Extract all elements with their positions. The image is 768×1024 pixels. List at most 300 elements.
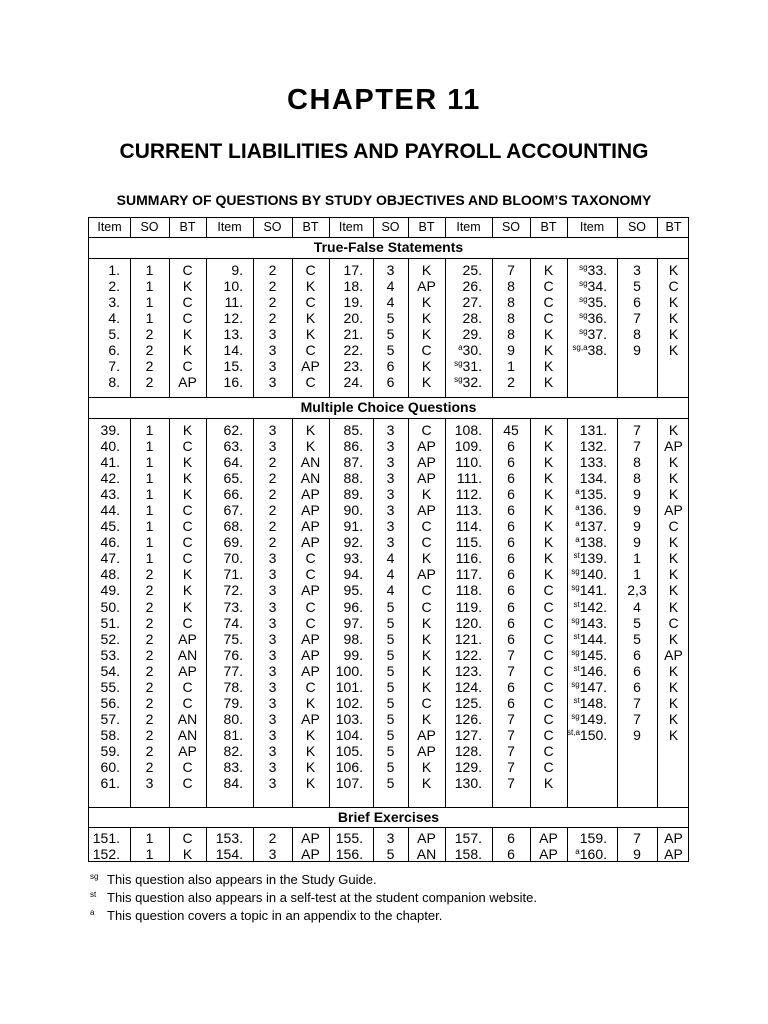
- footnote-marker: a: [575, 519, 580, 529]
- table-cell: 5: [386, 758, 395, 775]
- table-cell: 3: [268, 326, 277, 343]
- table-cell: K: [421, 710, 432, 727]
- table-cell: AP: [417, 470, 436, 487]
- item-column: [206, 830, 243, 862]
- table-cell: 68.: [223, 518, 243, 535]
- table-cell: 1: [145, 438, 154, 455]
- table-cell: K: [668, 486, 679, 503]
- table-cell: 6: [507, 582, 515, 599]
- table-cell: 2.: [108, 278, 120, 295]
- table-cell: C: [305, 374, 316, 391]
- table-cell: 71.: [223, 566, 243, 583]
- table-cell: 107.: [335, 775, 363, 792]
- so-column: [130, 830, 169, 862]
- item-column: [89, 262, 120, 390]
- table-cell: K: [668, 454, 679, 471]
- column-header: SO: [140, 220, 159, 234]
- table-cell: 5: [386, 846, 395, 863]
- table-cell: AP: [664, 502, 683, 519]
- table-cell: 3.: [108, 294, 120, 311]
- table-cell: 8: [507, 310, 515, 327]
- table-cell: C: [305, 678, 316, 695]
- table-cell: C: [182, 694, 193, 711]
- table-cell: $^a$135.: [575, 486, 607, 503]
- table-cell: 131.: [579, 422, 607, 438]
- table-cell: C: [182, 438, 193, 455]
- footnote-marker: a: [575, 487, 580, 497]
- table-cell: K: [543, 486, 554, 503]
- table-cell: K: [421, 775, 432, 792]
- item-column: [89, 830, 120, 862]
- table-cell: 159.: [579, 830, 607, 846]
- table-cell: 122.: [454, 646, 482, 663]
- table-cell: C: [543, 726, 554, 743]
- table-cell: C: [543, 278, 554, 295]
- table-cell: K: [421, 326, 432, 343]
- so-column: [492, 262, 530, 390]
- table-cell: 95.: [343, 582, 363, 599]
- table-cell: 5: [386, 662, 395, 679]
- so-column: [253, 830, 292, 862]
- table-cell: 123.: [454, 662, 482, 679]
- table-cell: 96.: [343, 598, 363, 615]
- table-cell: 3: [268, 710, 277, 727]
- table-cell: C: [543, 598, 554, 615]
- table-cell: 86.: [343, 438, 363, 455]
- table-cell: 121.: [454, 630, 482, 647]
- so-column: [492, 830, 530, 862]
- table-cell: $^a$138.: [575, 534, 607, 551]
- bt-column: [169, 262, 206, 390]
- bt-column: [169, 830, 206, 862]
- table-cell: 3: [386, 502, 395, 519]
- table-cell: 2: [268, 534, 277, 551]
- table-cell: C: [421, 582, 432, 599]
- table-cell: 9: [633, 342, 641, 359]
- table-cell: $^{sg}$31.: [454, 358, 482, 375]
- table-cell: K: [543, 534, 554, 551]
- table-cell: 5: [386, 710, 395, 727]
- table-cell: K: [668, 566, 679, 583]
- table-cell: 120.: [454, 614, 482, 631]
- table-cell: K: [182, 422, 193, 438]
- table-cell: 93.: [343, 550, 363, 567]
- table-cell: 3: [268, 550, 277, 567]
- table-cell: 28.: [462, 310, 482, 327]
- table-cell: 4.: [108, 310, 120, 327]
- column-header: SO: [627, 220, 647, 234]
- footnote-marker: sg: [571, 583, 580, 593]
- table-cell: 9: [633, 502, 641, 519]
- table-cell: 2: [268, 278, 277, 295]
- table-cell: K: [421, 374, 432, 391]
- table-cell: 3: [386, 470, 395, 487]
- table-cell: C: [305, 550, 316, 567]
- table-cell: 4: [633, 598, 641, 615]
- table-cell: 6: [633, 294, 641, 311]
- table-cell: 128.: [454, 742, 482, 759]
- so-column: [373, 262, 408, 390]
- table-cell: C: [543, 678, 554, 695]
- table-cell: 50.: [100, 598, 120, 615]
- table-cell: K: [182, 470, 193, 487]
- column-header: Item: [217, 220, 242, 234]
- table-cell: 7: [633, 310, 641, 327]
- table-cell: 2: [145, 662, 154, 679]
- table-cell: 98.: [343, 630, 363, 647]
- table-cell: 1: [145, 422, 154, 438]
- table-cell: 113.: [455, 502, 482, 519]
- footnote-marker: st,a: [567, 727, 580, 737]
- table-cell: 78.: [223, 678, 243, 695]
- table-cell: C: [305, 294, 316, 311]
- table-cell: 1: [145, 470, 154, 487]
- table-cell: 3: [268, 342, 277, 359]
- table-cell: K: [305, 326, 316, 343]
- table-cell: 2: [145, 598, 154, 615]
- table-cell: K: [421, 262, 432, 278]
- table-cell: K: [421, 646, 432, 663]
- table-cell: 3: [268, 582, 277, 599]
- table-cell: 6: [507, 550, 515, 567]
- table-cell: 101.: [335, 678, 363, 695]
- table-cell: 117.: [455, 566, 482, 583]
- table-cell: 3: [268, 694, 277, 711]
- footnote-marker: sg: [579, 327, 588, 337]
- table-cell: 22.: [343, 342, 363, 359]
- footnote-mark: a: [90, 908, 95, 917]
- table-cell: K: [182, 342, 193, 359]
- bt-column: [408, 830, 445, 862]
- footnote-marker: st: [573, 695, 580, 705]
- table-cell: 105.: [335, 742, 363, 759]
- table-rule-h: [89, 827, 688, 828]
- table-cell: 6: [633, 662, 641, 679]
- item-column: [206, 262, 243, 390]
- item-column: [89, 422, 120, 791]
- table-cell: 2: [268, 502, 277, 519]
- column-header: Item: [456, 220, 481, 234]
- table-cell: 2: [145, 710, 154, 727]
- table-cell: $^{sg}$33.: [579, 262, 607, 278]
- table-cell: 7: [507, 775, 515, 792]
- table-cell: 11.: [224, 294, 243, 311]
- table-cell: 158.: [454, 846, 482, 863]
- table-cell: 3: [268, 438, 277, 455]
- table-cell: AN: [416, 846, 437, 863]
- table-cell: 1: [633, 550, 641, 567]
- table-cell: K: [182, 278, 193, 295]
- table-cell: K: [668, 726, 679, 743]
- table-cell: C: [182, 758, 193, 775]
- table-cell: K: [305, 422, 316, 438]
- column-header: SO: [501, 220, 521, 234]
- table-cell: 91.: [343, 518, 363, 535]
- table-cell: 9: [633, 846, 641, 863]
- table-cell: AP: [301, 846, 320, 863]
- item-column: [445, 830, 482, 862]
- table-cell: 1: [145, 454, 154, 471]
- table-cell: C: [421, 598, 432, 615]
- table-cell: 42.: [100, 470, 120, 487]
- table-cell: K: [421, 758, 432, 775]
- table-cell: C: [543, 662, 554, 679]
- table-cell: 88.: [343, 470, 363, 487]
- table-cell: AP: [417, 502, 436, 519]
- table-cell: K: [668, 582, 679, 599]
- table-cell: 6: [507, 486, 515, 503]
- table-cell: 8: [633, 454, 641, 471]
- table-cell: 92.: [343, 534, 363, 551]
- table-cell: 3: [268, 358, 277, 375]
- table-cell: AN: [300, 454, 321, 471]
- table-cell: 64.: [223, 454, 243, 471]
- table-cell: 2: [268, 470, 277, 487]
- table-cell: 1: [145, 486, 154, 503]
- item-column: [329, 262, 363, 390]
- table-cell: 3: [268, 422, 277, 438]
- footnote-marker: st: [573, 551, 580, 561]
- table-cell: 8: [633, 470, 641, 487]
- table-cell: 103.: [335, 710, 363, 727]
- table-cell: $^{sg}$35.: [579, 294, 607, 311]
- footnote-marker: sg: [571, 647, 580, 657]
- table-cell: 2: [507, 374, 515, 391]
- table-cell: 89.: [343, 486, 363, 503]
- table-cell: 2: [268, 262, 277, 278]
- table-cell: C: [182, 310, 193, 327]
- table-cell: 3: [145, 775, 154, 792]
- table-cell: K: [421, 662, 432, 679]
- table-cell: 46.: [100, 534, 120, 551]
- table-cell: 3: [386, 438, 395, 455]
- footnote-marker: a: [575, 535, 580, 545]
- table-cell: C: [668, 278, 679, 295]
- bt-column: [292, 830, 329, 862]
- table-cell: AP: [178, 630, 197, 647]
- table-cell: AN: [177, 726, 198, 743]
- column-header: BT: [418, 220, 435, 234]
- table-cell: AN: [177, 710, 198, 727]
- table-cell: AN: [300, 470, 321, 487]
- table-cell: 3: [268, 758, 277, 775]
- table-cell: AN: [177, 646, 198, 663]
- table-cell: 6: [507, 566, 515, 583]
- table-cell: 4: [386, 582, 395, 599]
- table-cell: 4: [386, 294, 395, 311]
- table-cell: AP: [417, 454, 436, 471]
- table-cell: 6: [633, 678, 641, 695]
- table-cell: 55.: [100, 678, 120, 695]
- table-cell: 155.: [335, 830, 363, 846]
- table-cell: C: [543, 710, 554, 727]
- table-cell: 7: [633, 438, 641, 455]
- table-cell: C: [305, 614, 316, 631]
- table-cell: 102.: [335, 694, 363, 711]
- table-cell: K: [305, 310, 316, 327]
- table-cell: 4: [386, 566, 395, 583]
- table-cell: K: [543, 262, 554, 278]
- table-cell: 58.: [100, 726, 120, 743]
- table-cell: 8: [633, 326, 641, 343]
- table-cell: C: [421, 342, 432, 359]
- table-cell: K: [668, 262, 679, 278]
- table-cell: 90.: [343, 502, 363, 519]
- column-header: Item: [338, 220, 364, 234]
- table-cell: $^{st}$148.: [573, 694, 607, 711]
- table-cell: 5: [386, 646, 395, 663]
- table-cell: 17.: [343, 262, 363, 278]
- table-cell: 75.: [223, 630, 243, 647]
- table-cell: 3: [386, 454, 395, 471]
- table-cell: K: [421, 310, 432, 327]
- table-cell: C: [182, 678, 193, 695]
- table-cell: 4: [386, 550, 395, 567]
- table-cell: 1: [145, 502, 154, 519]
- table-cell: K: [305, 758, 316, 775]
- table-cell: K: [543, 550, 554, 567]
- table-cell: K: [305, 726, 316, 743]
- table-cell: 2: [145, 326, 154, 343]
- table-cell: 9: [507, 342, 515, 359]
- table-cell: 44.: [100, 502, 120, 519]
- so-column: [373, 830, 408, 862]
- footnote-mark: st: [90, 890, 97, 899]
- table-cell: 2: [145, 374, 154, 391]
- table-cell: C: [182, 518, 193, 535]
- table-cell: 110.: [455, 454, 482, 471]
- table-cell: 67.: [223, 502, 243, 519]
- table-cell: 3: [268, 646, 277, 663]
- table-cell: K: [543, 454, 554, 471]
- table-cell: 9: [633, 534, 641, 551]
- table-cell: 152.: [92, 846, 120, 863]
- bt-column: [530, 422, 567, 791]
- table-cell: 7: [507, 758, 515, 775]
- table-cell: 51.: [100, 614, 120, 631]
- table-cell: C: [668, 614, 679, 631]
- table-cell: AP: [417, 742, 436, 759]
- table-cell: AP: [301, 630, 320, 647]
- table-cell: AP: [301, 710, 320, 727]
- table-cell: 6.: [108, 342, 120, 359]
- bt-column: [657, 830, 690, 862]
- so-column: [617, 262, 657, 358]
- bt-column: [530, 262, 567, 390]
- table-cell: 2: [268, 830, 277, 846]
- column-header: Item: [97, 220, 122, 234]
- table-cell: 3: [268, 614, 277, 631]
- table-cell: C: [305, 342, 316, 359]
- table-cell: 47.: [100, 550, 120, 567]
- table-cell: 8: [507, 326, 515, 343]
- table-cell: C: [305, 598, 316, 615]
- table-cell: 100.: [335, 662, 363, 679]
- table-cell: 1: [145, 262, 154, 278]
- table-cell: 6: [507, 438, 515, 455]
- table-cell: 134.: [579, 470, 607, 487]
- table-cell: K: [305, 278, 316, 295]
- table-cell: C: [421, 422, 432, 438]
- table-cell: 6: [507, 614, 515, 631]
- table-cell: 3: [386, 534, 395, 551]
- table-cell: AP: [301, 358, 320, 375]
- footnote-marker: sg: [454, 359, 463, 369]
- table-cell: $^{st}$146.: [573, 662, 607, 679]
- table-cell: 6: [507, 470, 515, 487]
- table-cell: 24.: [343, 374, 363, 391]
- table-cell: $^{sg}$32.: [454, 374, 482, 391]
- section-title: True-False Statements: [313, 239, 464, 255]
- table-cell: 6: [507, 630, 515, 647]
- table-cell: AP: [301, 830, 320, 846]
- table-cell: 79.: [223, 694, 243, 711]
- table-cell: 2: [145, 726, 154, 743]
- table-cell: 3: [386, 830, 395, 846]
- table-cell: C: [182, 830, 193, 846]
- footnote-marker: st: [573, 599, 580, 609]
- table-cell: K: [668, 422, 679, 438]
- table-cell: 3: [268, 678, 277, 695]
- table-cell: 5: [633, 630, 641, 647]
- table-cell: AP: [417, 566, 436, 583]
- table-cell: 5: [386, 326, 395, 343]
- table-cell: AP: [417, 438, 436, 455]
- table-cell: 1: [145, 518, 154, 535]
- table-cell: 3: [268, 630, 277, 647]
- table-cell: $^{sg}$37.: [579, 326, 607, 343]
- table-cell: 3: [268, 598, 277, 615]
- table-cell: 1: [145, 830, 154, 846]
- table-cell: $^{sg}$147.: [571, 678, 607, 695]
- table-cell: $^{sg}$36.: [579, 310, 607, 327]
- table-cell: 2: [145, 758, 154, 775]
- table-cell: $^a$136.: [575, 502, 607, 519]
- table-cell: 124.: [454, 678, 482, 695]
- table-cell: 2: [145, 694, 154, 711]
- footnote-marker: sg: [579, 279, 588, 289]
- column-header: BT: [665, 220, 682, 234]
- table-cell: 9: [633, 726, 641, 743]
- table-cell: 125.: [454, 694, 482, 711]
- table-cell: 6: [507, 830, 515, 846]
- table-cell: 2: [145, 342, 154, 359]
- table-cell: 19.: [343, 294, 363, 311]
- table-cell: AP: [664, 846, 683, 863]
- table-cell: 2: [145, 742, 154, 759]
- item-column: [445, 422, 482, 791]
- table-cell: 7: [507, 742, 515, 759]
- table-cell: $^{st}$139.: [573, 550, 607, 567]
- table-cell: 7: [507, 262, 515, 278]
- summary-title: SUMMARY OF QUESTIONS BY STUDY OBJECTIVES AND BLOOM’S TAXONOMY: [116, 192, 652, 208]
- table-cell: K: [305, 775, 316, 792]
- table-cell: C: [182, 502, 193, 519]
- table-cell: 5: [386, 726, 395, 743]
- table-cell: 3: [386, 518, 395, 535]
- table-cell: 84.: [223, 775, 243, 792]
- table-cell: 7: [507, 646, 515, 663]
- table-cell: 7: [507, 710, 515, 727]
- table-cell: 3: [268, 726, 277, 743]
- footnote-text: This question also appears in a self-test at the student companion website.: [107, 890, 537, 905]
- table-cell: 5: [386, 310, 395, 327]
- table-cell: 27.: [462, 294, 482, 311]
- table-cell: C: [668, 518, 679, 535]
- table-cell: AP: [301, 662, 320, 679]
- table-cell: 25.: [462, 262, 482, 278]
- footnote-marker: a: [575, 503, 580, 513]
